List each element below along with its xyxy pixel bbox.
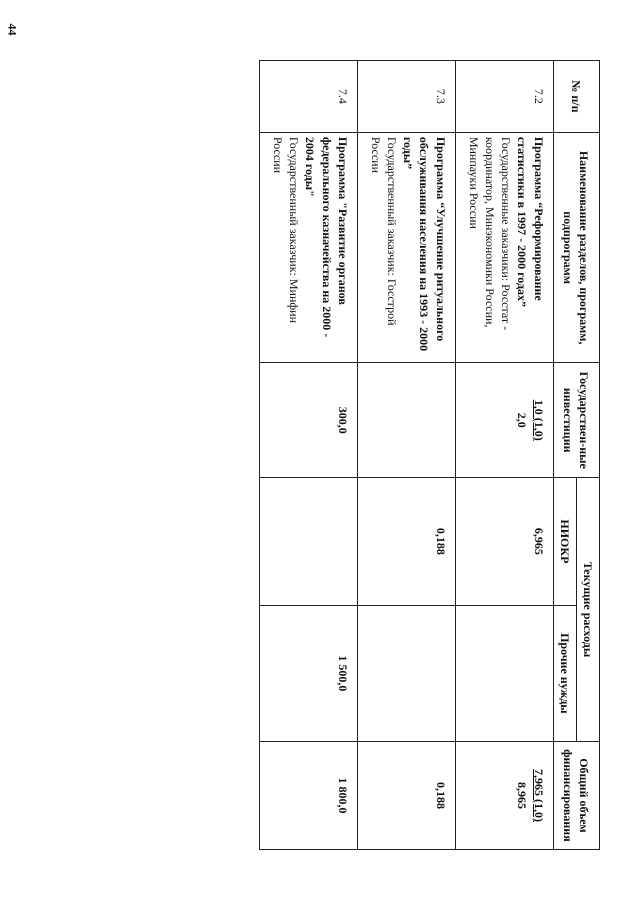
header-current-expenses: Текущие расходы	[576, 478, 599, 742]
investments-cell	[259, 363, 357, 478]
header-other-needs: Прочие нужды	[553, 605, 576, 741]
header-number: № п/п	[553, 61, 599, 133]
niokr-cell	[455, 478, 553, 606]
niokr-value: 6,965	[531, 527, 546, 555]
other-needs-cell	[357, 605, 455, 741]
total-value: 7,965 (1,0)	[531, 768, 546, 822]
total-value: 0,188	[433, 781, 448, 809]
total-cell	[259, 741, 357, 849]
niokr-cell	[357, 478, 455, 606]
other-needs-value: 1 500,0	[335, 655, 350, 692]
total-value-2: 8,965	[515, 781, 530, 809]
program-customer: Государственный заказчик: Госстрой России	[368, 136, 400, 326]
investments-cell	[455, 363, 553, 478]
row-name-cell	[455, 132, 553, 363]
row-name-cell	[357, 132, 455, 363]
table-row	[455, 61, 553, 850]
row-name-cell	[259, 132, 357, 363]
page-number: 44	[5, 23, 20, 36]
investments-value: 1,0 (1,0)	[531, 399, 546, 441]
header-total-financing: Общий объем финансирования	[553, 741, 599, 849]
total-cell	[455, 741, 553, 849]
program-title: Программа “Реформирование статистики в 1997 - 2000 годах”	[515, 136, 546, 308]
header-niokr: НИОКР	[553, 478, 576, 606]
investments-cell	[357, 363, 455, 478]
total-value: 1 800,0	[335, 777, 350, 814]
investments-value: 300,0	[335, 406, 350, 434]
other-needs-cell	[455, 605, 553, 741]
row-number: 7.2	[455, 61, 553, 133]
program-customer: Государственные заказчики: Росстат - координатор, Минэкономики России, Минпауки России	[466, 136, 514, 331]
investments-value-2: 2,0	[515, 412, 530, 428]
total-cell	[357, 741, 455, 849]
header-row-1	[576, 61, 599, 850]
table-row	[259, 61, 357, 850]
program-customer: Государственный заказчик: Минфин России	[271, 136, 302, 323]
niokr-value: 0,188	[433, 527, 448, 555]
rotated-table-container	[40, 60, 600, 850]
program-title: Программа “Улучшение ритуального обслуживания населения на 1993 - 2000 годы”	[401, 136, 448, 352]
row-number: 7.3	[357, 61, 455, 133]
row-number: 7.4	[259, 61, 357, 133]
niokr-cell	[259, 478, 357, 606]
header-investments: Государствен-ные инвестиции	[553, 363, 599, 478]
header-name: Наименование разделов, программ, подпрограмм	[553, 132, 599, 363]
table-row	[357, 61, 455, 850]
program-title: Программа "Развитие органов федерального казначейства на 2000 - 2004 годы"	[303, 136, 350, 338]
financing-table	[259, 60, 600, 850]
other-needs-cell	[259, 605, 357, 741]
